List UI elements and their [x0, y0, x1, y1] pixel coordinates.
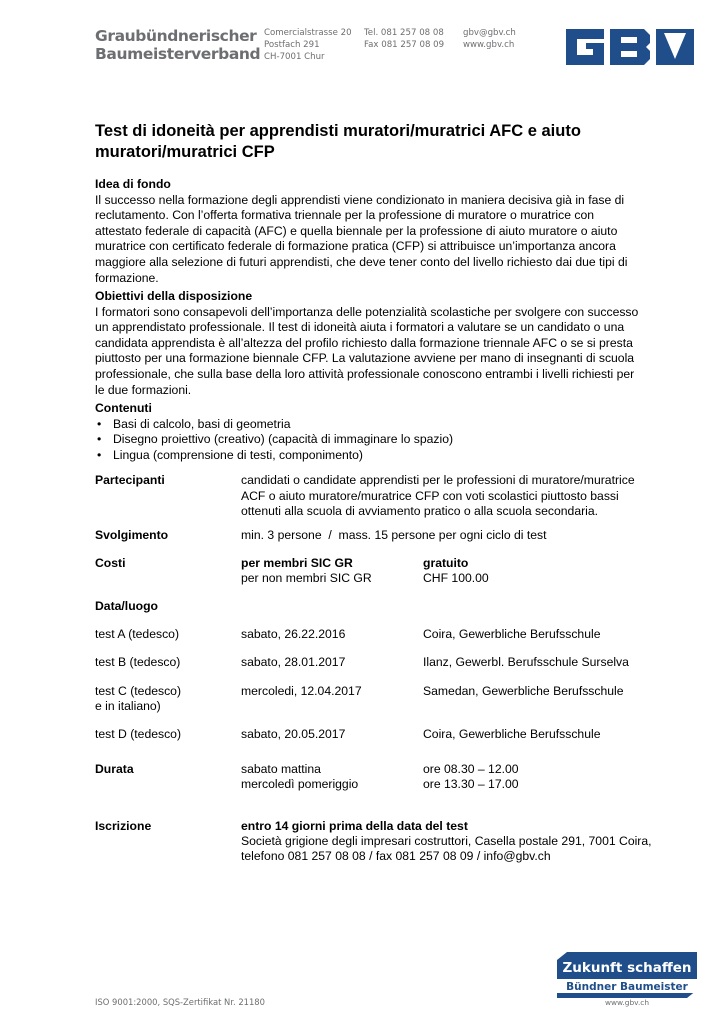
costi-non-members: per non membri SIC GR	[241, 571, 372, 585]
durata-day-1: sabato mattina	[241, 762, 321, 776]
costi-non-members-price: CHF 100.00	[423, 571, 489, 585]
zukunft-schaffen-badge-graphic	[557, 952, 697, 998]
test-a-name: test A (tedesco)	[95, 627, 180, 641]
partecipanti-text: candidati o candidate apprendisti per le professioni di muratore/muratrice ACF o aiuto muratore/muratrice CFP con voti scolastici piuttosto bassi ottenuti alla scuola di avviamento pratico o alla scuola secondaria.	[241, 473, 635, 519]
test-b-date: sabato, 28.01.2017	[241, 655, 346, 669]
partecipanti-label: Partecipanti	[95, 473, 165, 487]
section-obiettivi-text: I formatori sono consapevoli dell’importanza delle potenzialità scolastiche per svolgere con successo un apprendistato professionale. Il test di idoneità aiuta i formatori a valutare se un candidato o una candidata apprendista è all’altezza del profilo richiesto dalla formazione triennale AFC o se si presta piuttosto per una formazione biennale CFP. La valutazione avviene per mano di insegnanti di scuola professionale, che sulla base della loro attività professionale conoscono entrambi i livelli richiesti per le due formazioni.	[95, 304, 639, 397]
test-c-name-line2: e in italiano)	[95, 699, 161, 713]
iscrizione-label: Iscrizione	[95, 819, 152, 833]
test-a-date: sabato, 26.22.2016	[241, 627, 346, 641]
gbv-logo-graphic	[564, 27, 696, 67]
address-pobox: Postfach 291	[264, 40, 320, 50]
section-obiettivi-heading: Obiettivi della disposizione	[95, 289, 253, 303]
test-b-place: Ilanz, Gewerbl. Berufsschule Surselva	[423, 655, 629, 669]
iscrizione-line2: telefono 081 257 08 08 / fax 081 257 08 09 / info@gbv.ch	[241, 849, 551, 863]
organization-name-line1: Graubündnerischer	[95, 27, 257, 45]
section-obiettivi	[95, 289, 640, 398]
durata-time-1: ore 08.30 – 12.00	[423, 762, 519, 776]
test-d-name: test D (tedesco)	[95, 727, 182, 741]
costi-label: Costi	[95, 556, 126, 570]
fax-number: Fax 081 257 08 09	[364, 40, 445, 50]
iso-certification: ISO 9001:2000, SQS-Zertifikat Nr. 21180	[95, 997, 265, 1007]
address-block	[264, 27, 352, 63]
badge-line1: Zukunft schaffen	[562, 960, 692, 976]
svolgimento-label: Svolgimento	[95, 528, 169, 542]
iscrizione-line1: Società grigione degli impresari costruttori, Casella postale 291, 7001 Coira,	[241, 834, 652, 848]
test-c-place: Samedan, Gewerbliche Berufsschule	[423, 684, 624, 698]
test-b-name: test B (tedesco)	[95, 655, 181, 669]
section-contenuti	[95, 401, 640, 463]
durata-day-2: mercoledì pomeriggio	[241, 777, 359, 791]
phone-number: Tel. 081 257 08 08	[364, 28, 444, 38]
test-c-date: mercoledi, 12.04.2017	[241, 684, 362, 698]
zukunft-schaffen-badge	[557, 952, 697, 998]
gbv-logo	[564, 27, 696, 67]
contenuti-list	[95, 417, 640, 464]
section-contenuti-heading: Contenuti	[95, 401, 152, 415]
phone-block	[364, 27, 444, 51]
test-a-place: Coira, Gewerbliche Berufsschule	[423, 627, 601, 641]
iscrizione-heading: entro 14 giorni prima della data del test	[241, 819, 468, 833]
list-item: • Disegno proiettivo (creativo) (capacità di immaginare lo spazio)	[95, 432, 640, 448]
address-city: CH-7001 Chur	[264, 52, 325, 62]
list-item: • Lingua (comprensione di testi, componimento)	[95, 448, 640, 464]
web-block	[463, 27, 516, 51]
badge-line2: Bündner Baumeister	[566, 981, 688, 993]
website-link[interactable]: www.gbv.ch	[463, 40, 515, 50]
costi-members: per membri SIC GR	[241, 556, 353, 570]
section-idea-heading: Idea di fondo	[95, 177, 171, 191]
test-c-name: test C (tedesco)	[95, 684, 182, 698]
svolgimento-text: min. 3 persone / mass. 15 persone per ogni ciclo di test	[241, 528, 547, 542]
test-d-date: sabato, 20.05.2017	[241, 727, 346, 741]
data-luogo-label: Data/luogo	[95, 599, 158, 613]
costi-members-price: gratuito	[423, 556, 469, 570]
section-idea	[95, 177, 640, 286]
section-idea-text: Il successo nella formazione degli apprendisti viene condizionato in maniera decisiva già in fase di reclutamento. Con l’offerta formativa triennale per la professione di muratore o muratrice con attestato federale di capacità (AFC) e quella biennale per la professione di aiuto muratore o aiuto muratrice con certificato federale di formazione pratica (CFP) si attribuisce un’importanza ancora maggiore alla selezione di futuri apprendisti, che deve tener conto del livello richiesto dai due tipi di formazione.	[95, 192, 628, 285]
organization-name-line2: Baumeisterverband	[95, 45, 261, 63]
durata-time-2: ore 13.30 – 17.00	[423, 777, 519, 791]
address-street: Comercialstrasse 20	[264, 28, 352, 38]
test-d-place: Coira, Gewerbliche Berufsschule	[423, 727, 601, 741]
durata-label: Durata	[95, 762, 134, 776]
email-link[interactable]: gbv@gbv.ch	[463, 28, 516, 38]
list-item: • Basi di calcolo, basi di geometria	[95, 417, 640, 433]
organization-name	[95, 27, 260, 63]
page-title: Test di idoneità per apprendisti muratori/muratrici AFC e aiuto muratori/muratrici CFP	[95, 122, 581, 161]
badge-url[interactable]: www.gbv.ch	[604, 998, 650, 1007]
